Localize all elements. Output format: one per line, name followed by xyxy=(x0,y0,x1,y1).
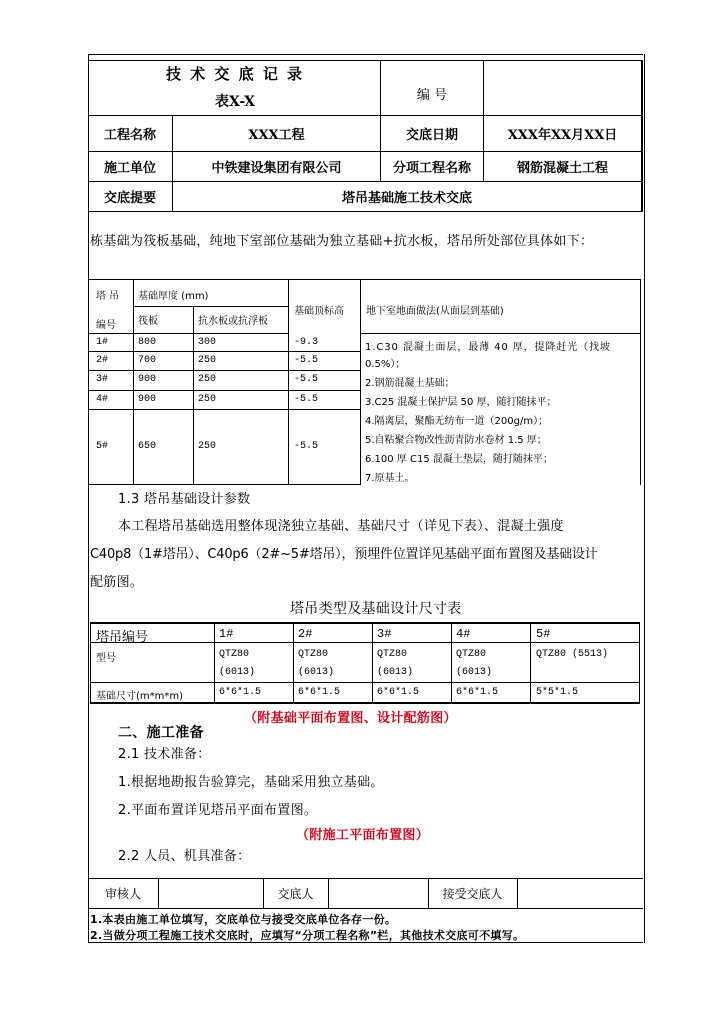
form-title: 技 术 交 底 记 录 xyxy=(165,64,305,83)
col-crane-bottom: 编号 xyxy=(96,320,116,331)
size-cell: 6*6*1.5 xyxy=(298,687,341,698)
model-cell: (6013) xyxy=(219,667,256,678)
col-crane-top: 塔 吊 xyxy=(96,291,120,302)
summary-value: 塔吊基础施工技术交底 xyxy=(341,191,472,206)
subproject-label: 分项工程名称 xyxy=(392,161,471,176)
attachment-note-1: （附基础平面布置图、设计配筋图） xyxy=(244,711,457,726)
table-cell: 700 xyxy=(138,355,157,366)
table2-title: 塔吊类型及基础设计尺寸表 xyxy=(290,601,462,617)
table-cell: 900 xyxy=(138,374,157,385)
section-1-3: 1.3 塔吊基础设计参数 xyxy=(118,492,251,507)
reviewer-label: 审核人 xyxy=(104,887,141,901)
table-cell: 250 xyxy=(198,394,217,405)
crane-col: 1# xyxy=(219,627,234,641)
model-cell: (6013) xyxy=(298,667,335,678)
method-line: 4.隔离层，聚酯无纺布一道（200g/m）； xyxy=(365,416,549,427)
method-line: 3.C25 混凝土保护层 50 厚，随打随抹平； xyxy=(365,397,557,408)
table-cell: 2# xyxy=(96,355,109,366)
col-raft: 筏板 xyxy=(138,316,158,327)
table-cell: 1# xyxy=(96,337,109,348)
size-cell: 6*6*1.5 xyxy=(377,687,420,698)
top-border xyxy=(88,54,643,55)
table-cell: 300 xyxy=(198,337,217,348)
sub-2-2: 2.2 人员、机具准备： xyxy=(118,849,251,864)
sub-2-1: 2.1 技术准备： xyxy=(118,747,211,762)
size-cell: 6*6*1.5 xyxy=(456,687,499,698)
crane-no-header: 塔吊编号 xyxy=(96,630,149,645)
receiver-label: 接受交底人 xyxy=(442,887,503,901)
table-cell: 900 xyxy=(138,394,157,405)
model-cell: QTZ80 xyxy=(219,649,250,660)
method-line: 2.钢筋混凝土基础； xyxy=(365,378,455,389)
form-number: 表X-X xyxy=(214,94,256,110)
table-cell: 250 xyxy=(198,355,217,366)
intro-paragraph: 栋基础为筏板基础，纯地下室部位基础为独立基础+抗水板，塔吊所处部位具体如下： xyxy=(90,234,594,249)
model-cell: QTZ80 (5513) xyxy=(536,649,609,660)
table-cell: -9.3 xyxy=(294,337,319,348)
date-label: 交底日期 xyxy=(405,128,458,143)
table-cell: 250 xyxy=(198,374,217,385)
subproject-value: 钢筋混凝土工程 xyxy=(516,161,608,176)
method-line: 6.100 厚 C15 混凝土垫层，随打随抹平； xyxy=(365,454,553,465)
unit-label: 施工单位 xyxy=(103,161,156,176)
attachment-note-2: （附施工平面布置图） xyxy=(296,828,430,843)
col-method: 地下室地面做法(从面层到基础) xyxy=(366,306,504,317)
number-value[interactable] xyxy=(484,60,641,115)
model-cell: QTZ80 xyxy=(377,649,408,660)
table-cell: 3# xyxy=(96,374,109,385)
table-cell: -5.5 xyxy=(294,441,319,452)
paragraph: 本工程塔吊基础选用整体现浇独立基础、基础尺寸（详见下表）、混凝土强度 xyxy=(118,519,564,534)
crane-col: 5# xyxy=(536,627,551,641)
date-value: XXX年XX月XX日 xyxy=(507,128,618,143)
crane-col: 3# xyxy=(377,627,392,641)
model-label: 型号 xyxy=(96,653,116,664)
project-label: 工程名称 xyxy=(103,128,156,143)
number-label: 编 号 xyxy=(416,87,448,103)
receiver-signature[interactable] xyxy=(518,879,641,908)
section-2: 二、施工准备 xyxy=(118,725,204,741)
reviewer-signature[interactable] xyxy=(159,879,263,908)
col-elevation: 基础顶标高 xyxy=(294,306,344,317)
footer-note-1: 1.本表由施工单位填写，交底单位与接受交底单位各存一份。 xyxy=(90,913,397,926)
method-line: 1.C30 混凝土面层，最薄 40 厚，提降赶光（找坡 xyxy=(365,342,611,353)
table-cell: -5.5 xyxy=(294,355,319,366)
crane-col: 4# xyxy=(456,627,471,641)
method-line: 5.自粘聚合物改性沥青防水卷材 1.5 厚； xyxy=(365,435,547,446)
unit-value: 中铁建设集团有限公司 xyxy=(211,161,342,176)
crane-col: 2# xyxy=(298,627,313,641)
method-line: 7.原基土。 xyxy=(365,473,415,484)
presenter-signature[interactable] xyxy=(329,879,428,908)
table-cell: -5.5 xyxy=(294,374,319,385)
footer-note-2: 2.当做分项工程施工技术交底时，应填写“分项工程名称”栏，其他技术交底可不填写。 xyxy=(90,929,525,942)
col-waterproof: 抗水板或抗浮板 xyxy=(198,316,268,327)
summary-label: 交底提要 xyxy=(103,191,156,206)
paragraph: C40p8（1#塔吊）、C40p6（2#~5#塔吊），预埋件位置详见基础平面布置图及基础设计 xyxy=(90,547,598,562)
item-2: 2.平面布置详见塔吊平面布置图。 xyxy=(118,803,318,818)
project-value: XXX工程 xyxy=(248,128,305,143)
table-cell: 650 xyxy=(138,441,157,452)
paragraph: 配筋图。 xyxy=(90,575,144,590)
table-cell: -5.5 xyxy=(294,394,319,405)
model-cell: (6013) xyxy=(377,667,414,678)
table-cell: 250 xyxy=(198,441,217,452)
header-right-thick xyxy=(641,60,643,212)
size-cell: 5*5*1.5 xyxy=(536,687,579,698)
size-label: 基础尺寸(m*m*m) xyxy=(96,691,184,702)
table-cell: 800 xyxy=(138,337,157,348)
model-cell: QTZ80 xyxy=(298,649,329,660)
method-line: 0.5%）； xyxy=(365,359,406,370)
item-1: 1.根据地勘报告验算完，基础采用独立基础。 xyxy=(118,775,384,790)
model-cell: QTZ80 xyxy=(456,649,487,660)
size-cell: 6*6*1.5 xyxy=(219,687,262,698)
model-cell: (6013) xyxy=(456,667,493,678)
col-thickness: 基础厚度 (mm) xyxy=(138,291,209,302)
table-cell: 5# xyxy=(96,441,109,452)
presenter-label: 交底人 xyxy=(277,887,314,901)
table-cell: 4# xyxy=(96,394,109,405)
